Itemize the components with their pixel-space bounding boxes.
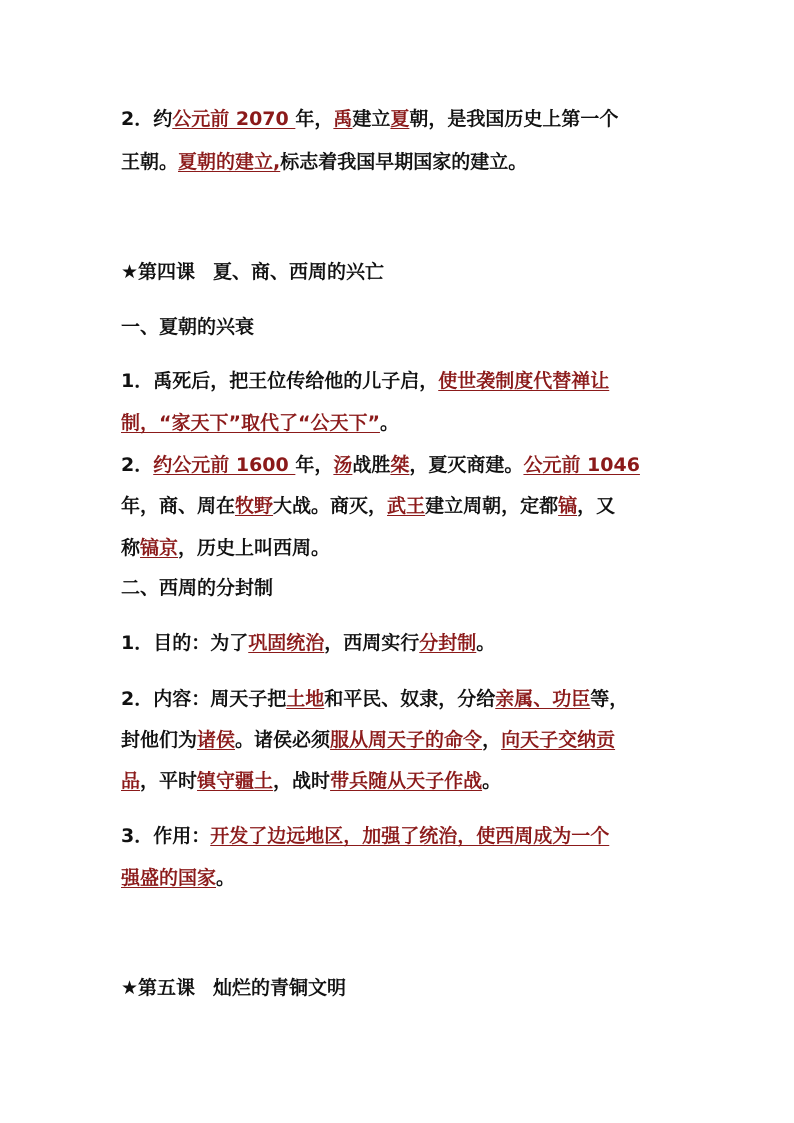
intro-line-2 — [121, 152, 701, 172]
p4-line-1 — [121, 689, 701, 709]
text: ，西周实行 — [324, 632, 420, 654]
answer: 桀 — [390, 454, 410, 476]
answer: 镐京 — [140, 537, 179, 559]
text: ，夏灭商建。 — [409, 454, 524, 476]
text: 年， — [295, 108, 334, 130]
answer: 牧野 — [235, 495, 274, 517]
answer: 约公元前 1600 — [153, 454, 296, 476]
answer: 分封制 — [419, 632, 477, 654]
answer: 向天子交纳贡 — [501, 729, 616, 751]
answer: 夏 — [390, 108, 410, 130]
p2-line-1 — [121, 455, 701, 475]
answer: 强盛的国家 — [121, 867, 217, 889]
text: 和平民、奴隶，分给 — [324, 688, 496, 710]
text: 朝，是我国历史上第一个 — [409, 108, 619, 130]
section-2-heading: 二、西周的分封制 — [121, 577, 274, 599]
text: ，平时 — [140, 770, 198, 792]
text: 。 — [482, 770, 502, 792]
p5-line-1 — [121, 826, 701, 846]
lesson-name: 灿烂的青铜文明 — [213, 977, 347, 999]
answer: 汤 — [333, 454, 353, 476]
answer: 夏朝的建立, — [178, 151, 281, 173]
answer: 带兵随从天子作战 — [330, 770, 483, 792]
answer: 巩固统治 — [248, 632, 325, 654]
intro-line-1 — [121, 109, 701, 129]
text: ，又 — [577, 495, 616, 517]
text: 年，商、周在 — [121, 495, 236, 517]
answer: 武王 — [387, 495, 426, 517]
p4-line-2 — [121, 730, 701, 750]
p1-line-1 — [121, 371, 701, 391]
answer: 开发了边远地区，加强了统治，使西周成为一个 — [210, 825, 610, 847]
answer: 亲属、功臣 — [495, 688, 591, 710]
text: 2．内容：周天子把 — [121, 688, 287, 710]
text: ，历史上叫西周。 — [178, 537, 331, 559]
text: ，战时 — [273, 770, 331, 792]
lesson-number: ★第五课 — [121, 977, 196, 999]
answer: 公元前 1046 — [523, 454, 640, 476]
lesson-name: 夏、商、西周的兴亡 — [213, 261, 385, 283]
answer: 品 — [121, 770, 141, 792]
text: 战胜 — [352, 454, 391, 476]
text: 2． — [121, 454, 154, 476]
answer: 公元前 2070 — [172, 108, 296, 130]
text: 王朝。 — [121, 151, 179, 173]
text: 1．目的：为了 — [121, 632, 249, 654]
answer: 服从周天子的命令 — [330, 729, 483, 751]
p3-line-1 — [121, 633, 701, 653]
text: 1．禹死后，把王位传给他的儿子启， — [121, 370, 439, 392]
text: 。诸侯必须 — [235, 729, 331, 751]
lesson-number: ★第四课 — [121, 261, 196, 283]
text: 年， — [295, 454, 334, 476]
text: 封他们为 — [121, 729, 198, 751]
answer: 镐 — [558, 495, 578, 517]
answer: 诸侯 — [197, 729, 236, 751]
text: 。 — [379, 412, 399, 434]
section-1-heading: 一、夏朝的兴衰 — [121, 316, 255, 338]
text: 。 — [216, 867, 236, 889]
lesson-5-title — [121, 978, 701, 998]
answer: 制，“家天下”取代了“公天下” — [121, 412, 380, 434]
answer: 土地 — [286, 688, 325, 710]
answer: 使世袭制度代替禅让 — [438, 370, 610, 392]
text: ， — [482, 729, 502, 751]
p1-line-2 — [121, 413, 701, 433]
text: 建立周朝，定都 — [425, 495, 559, 517]
text: 2．约 — [121, 108, 173, 130]
lesson-4-title — [121, 262, 701, 282]
text: 。 — [476, 632, 496, 654]
p2-line-3 — [121, 538, 701, 558]
p2-line-2 — [121, 496, 701, 516]
p4-line-3 — [121, 771, 701, 791]
text: 称 — [121, 537, 141, 559]
text: 3．作用： — [121, 825, 211, 847]
text: 标志着我国早期国家的建立。 — [280, 151, 528, 173]
text: 建立 — [352, 108, 391, 130]
answer: 镇守疆土 — [197, 770, 274, 792]
text: 大战。商灭， — [273, 495, 388, 517]
p5-line-2 — [121, 868, 701, 888]
text: 等， — [590, 688, 629, 710]
answer: 禹 — [333, 108, 353, 130]
